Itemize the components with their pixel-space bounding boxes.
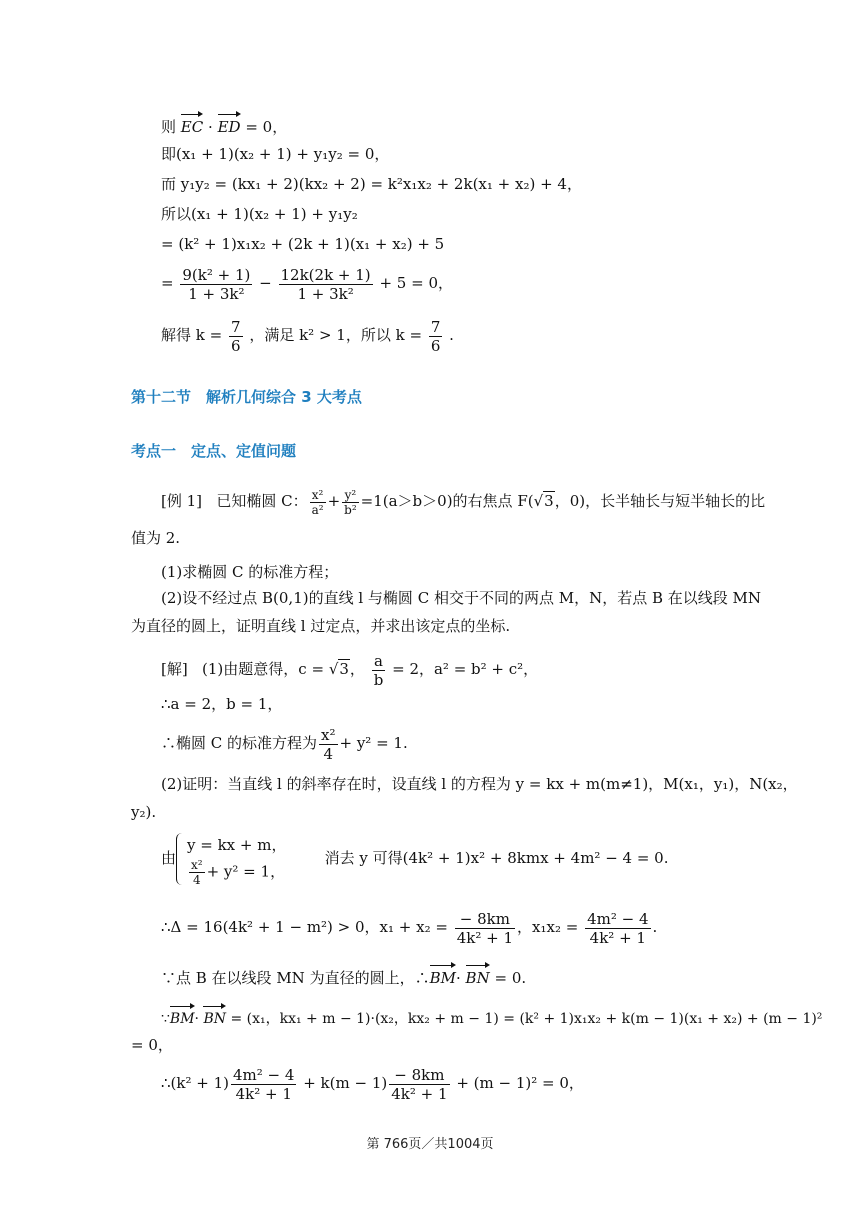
solution-line-3: ∴椭圆 C 的标准方程为 $\frac{\text{x²}}{4}$ + y² = 1. [161, 725, 408, 763]
question-2-b: 为直径的圆上，证明直线 l 过定点，并求出该定点的坐标. [131, 617, 511, 635]
page-footer: 第 766页／共1004页 [366, 1137, 494, 1152]
eq-line-6: = $\frac{\text{9(k² + 1)}}{\text{1 + 3k²}}$ − $\frac{12k(2k + 1)}{\text{1 + 3k²}}$ + 5 = 0， [161, 265, 453, 303]
example-line-2: 值为 2. [131, 529, 181, 547]
question-1: (1)求椭圆 C 的标准方程； [161, 563, 339, 581]
example-line-1: [例 1] 已知椭圆 C： $\frac{\text{x²}}{\text{a²}}$ + $\frac{\text{y²}}{\text{b²}}$ =1(a＞b＞0)的右焦点 F(√3，0)，长半轴长与短半轴长的比 [161, 480, 765, 522]
fraction: $\frac{\text{9(k² + 1)}}{\text{1 + 3k²}}$ [182, 265, 251, 303]
solution-line-6: ∴Δ = 16(4k² + 1 − m²) > 0，x₁ + x₂ = $\frac{- 8km}{\text{4k² + 1}}$ ，x₁x₂ = $\frac{\text{4m² − 4}}{\text{4k² + 1}}$ . [161, 909, 658, 947]
sqrt-symbol: √3 [533, 492, 554, 510]
fraction: $\frac{- 8km}{\text{4k² + 1}}$ [456, 909, 514, 947]
vector-bm: BM [430, 964, 456, 988]
solution-line-4b: y₂). [131, 803, 157, 821]
fraction: $\frac{7}{6}$ [430, 317, 441, 355]
fraction: $\frac{\text{x²}}{4}$ [191, 857, 203, 887]
example-label: [例 1] [161, 492, 203, 510]
fraction: $\frac{- 8km}{\text{4k² + 1}}$ [391, 1065, 448, 1103]
solution-system-line: 由 y = kx + m， $\frac{\text{x²}}{4}$ + y² = 1， 消去 y 可得(4k² + 1)x² + 8kmx + 4m² − 4 = 0. [161, 828, 669, 888]
eq-line-5: = (k² + 1)x₁x₂ + (2k + 1)(x₁ + x₂) + 5 [161, 235, 445, 253]
sqrt-symbol: √3 [328, 660, 349, 678]
vector-bn: BN [203, 1005, 226, 1029]
question-2-a: (2)设不经过点 B(0,1)的直线 l 与椭圆 C 相交于不同的两点 M，N，若点 B 在以线段 MN [161, 589, 762, 607]
section-title: 第十二节 解析几何综合 3 大考点 [131, 388, 362, 406]
solution-line-8b: = 0， [131, 1036, 173, 1054]
solution-line-2: ∴a = 2，b = 1， [161, 695, 283, 713]
solution-line-8: ∵BM· BN = (x₁，kx₁ + m − 1)·(x₂，kx₂ + m − 1) = (k² + 1)x₁x₂ + k(m − 1)(x₁ + x₂) + (m − 1)² [161, 1005, 822, 1029]
fraction: $\frac{\text{x²}}{4}$ [321, 725, 336, 763]
vector-bm: BM [170, 1005, 195, 1029]
fraction: $\frac{\text{4m² − 4}}{\text{4k² + 1}}$ [587, 909, 649, 947]
eq-line-2: 即(x₁ + 1)(x₂ + 1) + y₁y₂ = 0， [161, 145, 390, 163]
fraction: $\frac{\text{4m² − 4}}{\text{4k² + 1}}$ [233, 1065, 295, 1103]
solution-line-4a: (2)证明：当直线 l 的斜率存在时，设直线 l 的方程为 y = kx + m(m≠1)，M(x₁，y₁)，N(x₂， [161, 775, 798, 793]
fraction: $\frac{12k(2k + 1)}{\text{1 + 3k²}}$ [280, 265, 371, 303]
eq-line-1: 则 EC · ED = 0， [161, 113, 287, 137]
eq-line-3: 而 y₁y₂ = (kx₁ + 2)(kx₂ + 2) = k²x₁x₂ + 2k(x₁ + x₂) + 4， [161, 175, 582, 193]
fraction: $\frac{7}{6}$ [230, 317, 241, 355]
vector-ed: ED [218, 113, 241, 137]
vector-bn: BN [466, 964, 490, 988]
eq-line-4: 所以(x₁ + 1)(x₂ + 1) + y₁y₂ [161, 205, 358, 223]
fraction: $\frac{\text{y²}}{\text{b²}}$ [344, 487, 357, 517]
equation-system: y = kx + m， $\frac{\text{x²}}{4}$ + y² = 1， [187, 835, 287, 887]
subsection-title: 考点一 定点、定值问题 [131, 442, 297, 460]
solution-line-9: ∴(k² + 1) $\frac{\text{4m² − 4}}{\text{4k² + 1}}$ + k(m − 1) $\frac{- 8km}{\text{4k² + 1}}$ + (m − 1)² = 0， [161, 1065, 584, 1103]
solution-line-7: ∵点 B 在以线段 MN 为直径的圆上，∴BM· BN = 0. [161, 964, 526, 988]
left-brace [176, 833, 183, 885]
fraction: $\frac{a}{b}$ [373, 651, 384, 689]
vector-ec: EC [181, 113, 203, 137]
solution-label: [解] [161, 660, 188, 678]
eq-line-7: 解得 k = $\frac{7}{6}$ ，满足 k² > 1，所以 k = $\frac{7}{6}$ . [161, 317, 454, 355]
fraction: $\frac{\text{x²}}{\text{a²}}$ [311, 487, 324, 517]
solution-line-1: [解] (1)由题意得，c = √3， $\frac{a}{b}$ = 2，a² = b² + c²， [161, 648, 538, 690]
